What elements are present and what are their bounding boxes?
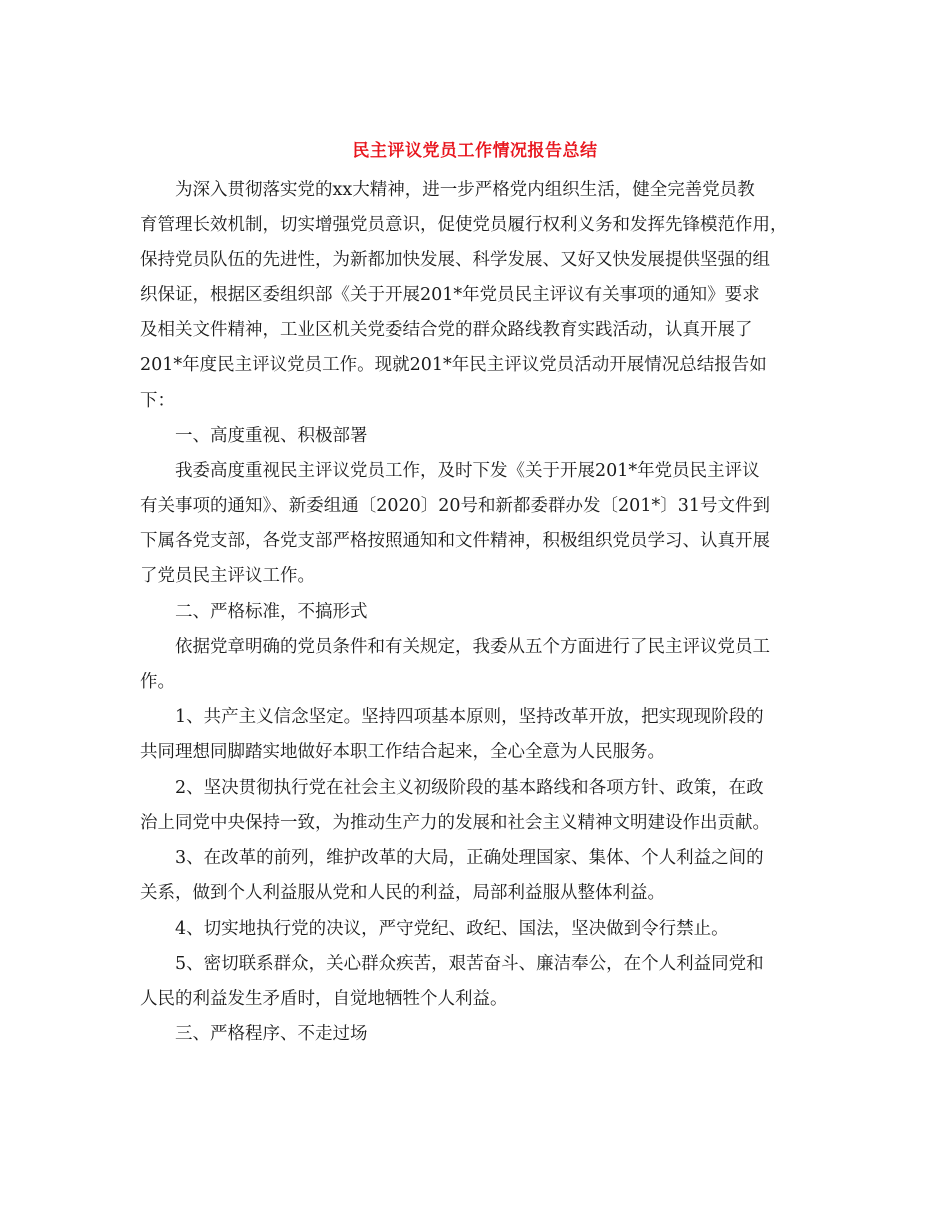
text-line: 关系，做到个人利益服从党和人民的利益，局部利益服从整体利益。 <box>140 883 665 903</box>
text-line: 治上同党中央保持一致，为推动生产力的发展和社会主义精神文明建设作出贡献。 <box>140 813 770 833</box>
text-line: 作。 <box>140 672 175 692</box>
text-line: 201*年度民主评议党员工作。现就201*年民主评议党员活动开展情况总结报告如 <box>140 355 767 375</box>
text-line: 共同理想同脚踏实地做好本职工作结合起来，全心全意为人民服务。 <box>140 742 665 762</box>
text-line: 我委高度重视民主评议党员工作，及时下发《关于开展201*年党员民主评议 <box>175 461 760 481</box>
text-line: 下属各党支部，各党支部严格按照通知和文件精神，积极组织党员学习、认真开展 <box>140 531 770 551</box>
text-line: 织保证，根据区委组织部《关于开展201*年党员民主评议有关事项的通知》要求 <box>140 285 760 305</box>
text-line: 为深入贯彻落实党的xx大精神，进一步严格党内组织生活，健全完善党员教 <box>175 180 755 200</box>
section-heading: 一、高度重视、积极部署 <box>175 426 368 446</box>
list-item: 5、密切联系群众，关心群众疾苦，艰苦奋斗、廉洁奉公，在个人利益同党和 <box>175 954 764 974</box>
text-line: 下： <box>140 391 175 411</box>
text-line: 有关事项的通知》、新委组通〔2020〕20号和新都委群办发〔201*〕31号文件到 <box>140 496 770 516</box>
document-title: 民主评议党员工作情况报告总结 <box>352 141 598 161</box>
list-item: 3、在改革的前列，维护改革的大局，正确处理国家、集体、个人利益之间的 <box>175 848 764 868</box>
section-heading: 三、严格程序、不走过场 <box>175 1024 368 1044</box>
text-line: 及相关文件精神，工业区机关党委结合党的群众路线教育实践活动，认真开展了 <box>140 320 753 340</box>
list-item: 1、共产主义信念坚定。坚持四项基本原则，坚持改革开放，把实现现阶段的 <box>175 707 764 727</box>
text-line: 育管理长效机制，切实增强党员意识，促使党员履行权利义务和发挥先锋模范作用， <box>140 215 788 235</box>
text-line: 了党员民主评议工作。 <box>140 566 315 586</box>
section-heading: 二、严格标准，不搞形式 <box>175 602 368 622</box>
text-line: 保持党员队伍的先进性，为新都加快发展、科学发展、又好又快发展提供坚强的组 <box>140 250 770 270</box>
text-line: 依据党章明确的党员条件和有关规定，我委从五个方面进行了民主评议党员工 <box>175 637 770 657</box>
list-item: 4、切实地执行党的决议，严守党纪、政纪、国法，坚决做到令行禁止。 <box>175 919 729 939</box>
text-line: 人民的利益发生矛盾时，自觉地牺牲个人利益。 <box>140 989 508 1009</box>
list-item: 2、坚决贯彻执行党在社会主义初级阶段的基本路线和各项方针、政策，在政 <box>175 778 764 798</box>
